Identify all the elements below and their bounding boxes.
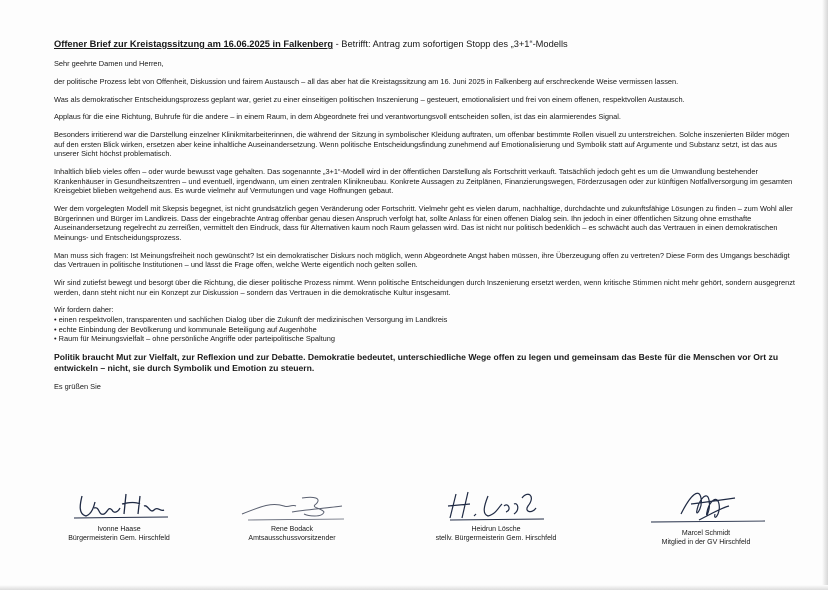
paragraph-5: Inhaltlich blieb vieles offen – oder wurde bewusst vage gehalten. Das sogenannte „3+1“-Modell wird in der öffentlichen Darstellung als Fortschritt verkauft. Tatsächlich jedoch geht es um die Umwandlung bestehender Krankenhäuser in Gesundheitszentren – und eventuell, irgendwann, um einen zentralen Klinikneubau. Konkrete Aussagen zu Zeitplänen, Finanzierungswegen, Förderzusagen oder zur künftigen Notfallversorgung im gesamten Kreisgebiet blieben weitgehend aus. Es wurde vielmehr auf Vermutungen und vage Hoffnungen gebaut. [54,167,793,196]
paragraph-4: Besonders irritierend war die Darstellung einzelner Klinikmitarbeiterinnen, die während der Sitzung in symbolischer Kleidung auftraten, um offenbar bestimmte Rollen visuell zu unterstreichen. Solche inszenierten Bilder mögen auf den ersten Blick wirken, ersetzen aber keine inhaltliche Auseinandersetzung. Wenn politische Entscheidungsfindung zunehmend auf Emotionalisierung und Symbolik statt auf Argumente und Substanz setzt, ist das aus unserer Sicht höchst problematisch. [54,130,790,159]
demands-intro: Wir fordern daher: [54,305,114,315]
signatory-name: Marcel Schmidt [681,530,731,537]
signature-bodack [232,484,352,524]
signatory-bodack [222,484,362,543]
demand-item: • einen respektvollen, transparenten und sachlichen Dialog über die Zukunft der medizinischen Versorgung im Landkreis [54,314,448,324]
scan-edge-shadow [0,585,828,590]
signatory-name: Heidrun Lösche [471,526,521,533]
signatory-loesche [416,484,576,543]
signatory-role: Bürgermeisterin Gem. Hirschfeld [68,535,170,542]
letter-title: Offener Brief zur Kreistagssitzung am 16.06.2025 in Falkenberg [54,39,334,49]
signatory-schmidt [626,484,786,547]
letter-body [54,38,796,399]
letter-heading [54,38,796,50]
paragraph-8: Wir sind zutiefst bewegt und besorgt über die Richtung, die dieser politische Prozess nimmt. Wenn politische Entscheidungen durch Inszenierung ersetzt werden, wenn kritische Stimmen nicht mehr gehört, sondern ausgegrenzt werden, dann steht nicht nur ein Konzept zur Diskussion – sondern das Vertrauen in die demokratische Kultur insgesamt. [54,278,795,297]
paragraph-3: Applaus für die eine Richtung, Buhrufe für die andere – in einem Raum, in dem Abgeordnete frei und verantwortungsvoll entscheiden sollen, ist das ein alarmierendes Signal. [54,112,621,122]
closing-statement: Politik braucht Mut zur Vielfalt, zur Reflexion und zur Debatte. Demokratie bedeutet, unterschiedliche Wege offen zu legen und gemeinsam das Beste für die Menschen vor Ort zu entwickeln – nicht, sie durch Symbolik und Emotion zu steuern. [54,351,779,374]
signature-row [54,484,796,554]
paragraph-6: Wer dem vorgelegten Modell mit Skepsis begegnet, ist nicht grundsätzlich gegen Veränderung oder Fortschritt. Vielmehr geht es vielen darum, nachhaltige, durchdachte und zukunftsfähige Lösungen zu finden – zum Wohl aller Bürgerinnen und Bürger im Landkreis. Dass der eingebrachte Antrag offenbar genau diesen Anspruch verfolgt hat, sollte Anlass für einen offenen Dialog sein. Ihn jedoch in einer öffentlichen Sitzung ohne ernsthafte Auseinandersetzung regelrecht zu zerreißen, vermittelt den Eindruck, dass für Alternativen kaum noch Raum gelassen wird. Das ist nicht nur politisch bedenklich – es schwächt auch das Vertrauen in einen demokratischen Meinungs- und Entscheidungsprozess. [54,204,793,242]
letter-subject: - Betrifft: Antrag zum sofortigen Stopp des „3+1“-Modells [333,39,568,49]
scan-edge-shadow [822,0,828,590]
paragraph-2: Was als demokratischer Entscheidungsprozess geplant war, geriet zu einer einseitigen politischen Inszenierung – gesteuert, emotionalisiert und frei von einem offenen, respektvollen Austausch. [54,94,685,104]
signatory-name: Rene Bodack [270,526,314,533]
signature-schmidt [641,484,771,528]
signatory-name: Ivonne Haase [97,526,141,533]
signatory-role: stellv. Bürgermeisterin Gem. Hirschfeld [435,535,557,542]
signatory-role: Amtsausschussvorsitzender [248,535,336,542]
demands-list [54,305,796,343]
greeting: Es grüßen Sie [54,381,101,391]
demand-item: • Raum für Meinungsvielfalt – ohne persönliche Angriffe oder parteipolitische Spaltung [54,334,335,344]
signature-haase [64,484,174,524]
paragraph-1: der politische Prozess lebt von Offenheit, Diskussion und fairem Austausch – all das aber hat die Kreistagssitzung am 16. Juni 2025 in Falkenberg auf erschreckende Weise vermissen lassen. [54,76,679,86]
demand-item: • echte Einbindung der Bevölkerung und kommunale Beteiligung auf Augenhöhe [54,324,317,334]
paragraph-7: Man muss sich fragen: Ist Meinungsfreiheit noch gewünscht? Ist ein demokratischer Diskurs noch möglich, wenn Abgeordnete Angst haben müssen, ihre Überzeugung offen zu vertreten? Diese Form des Umgangs beschädigt das Vertrauen in politische Institutionen – und lässt die Frage offen, welche Werte eigentlich noch gelten sollen. [54,250,790,270]
signature-loesche [436,484,556,524]
signatory-role: Mitglied in der GV Hirschfeld [661,539,751,546]
signatory-haase [54,484,184,543]
salutation: Sehr geehrte Damen und Herren, [54,59,164,68]
